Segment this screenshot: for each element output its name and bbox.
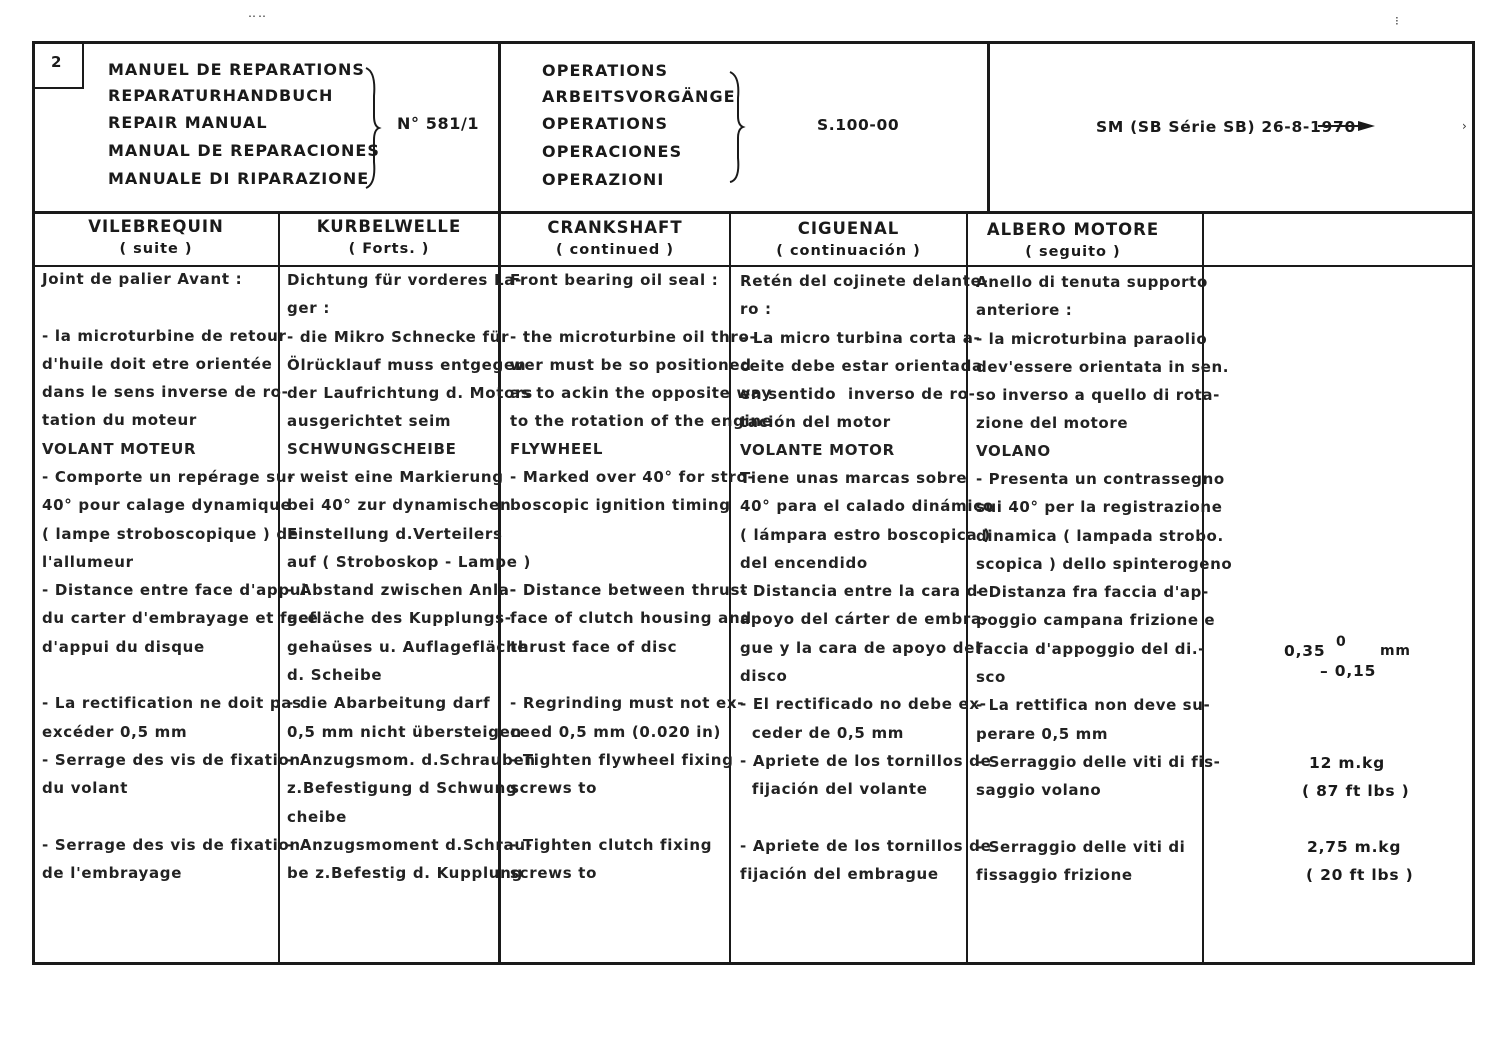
manual-brace-icon — [362, 66, 382, 190]
distance-nominal-value: 0,35 — [1284, 642, 1326, 660]
column-title-de: KURBELWELLE — [316, 217, 462, 236]
operation-title-it: OPERAZIONI — [542, 170, 665, 189]
column-subtitle-es: ( continuación ) — [776, 243, 921, 259]
scan-mark: ⁝ — [1395, 14, 1399, 28]
header-divider — [32, 211, 1475, 214]
clutch-torque-value: 2,75 m.kg — [1307, 838, 1402, 856]
manual-title-en: REPAIR MANUAL — [108, 113, 268, 132]
fr-flywheel-text: - Comporte un repérage sur 40° pour calage dynamique ( lampe stroboscopique ) de l'allumeur - Distance entre face d'appui du carter d'embrayage et face d'appui du disque - La rectification ne doit pas excéder 0,5 mm - Serrage des vis de fixation du volant - Serrage des vis de fixation de l'embrayage — [42, 468, 319, 883]
it-oil-seal-text: Anello di tenuta supporto anteriore : - la microturbina paraolio dev'essere orientata in sen. so inverso a quello di rota- zione del motore — [976, 273, 1230, 433]
manual-title-fr: MANUEL DE REPARATIONS — [108, 60, 365, 79]
operation-title-fr: OPERATIONS — [542, 61, 669, 80]
column-header-fr — [34, 217, 278, 257]
column-subtitle-fr: ( suite ) — [119, 241, 193, 257]
column-subtitle-it: ( seguito ) — [1025, 244, 1121, 260]
flywheel-torque-value: 12 m.kg — [1309, 754, 1386, 772]
es-flywheel-heading: VOLANTE MOTOR — [740, 441, 895, 459]
distance-unit: mm — [1380, 643, 1411, 659]
operation-title-es: OPERACIONES — [542, 142, 683, 161]
es-flywheel-text: Tiene unas marcas sobre 40° para el calado dinámico ( lámpara estro boscopica ) del encendido - Distancia entre la cara de apoyo del cárter de embra- gue y la cara de apoyo del disco - El rectificado no debe ex- ceder de 0,5 mm - Apriete de los tornillos de fijación del volante - Apriete de los tornillos de fijación del embrague — [740, 469, 994, 884]
operation-title-de: ARBEITSVORGÄNGE — [542, 87, 736, 106]
de-oil-seal-text: Dichtung für vorderes La- ger : - die Mikro Schnecke für Ölrücklauf muss entgegen der Laufrichtung d. Motors ausgerichtet seim — [287, 271, 533, 431]
scan-mark: ‥‥ — [248, 6, 269, 20]
en-oil-seal-text: Front bearing oil seal : - the microturbine oil thro- wer must be so positioned as to ackin the opposite way to the rotation of the engine — [510, 271, 773, 431]
flywheel-torque-imperial: ( 87 ft lbs ) — [1302, 782, 1410, 800]
model-range: SM (SB Série SB) 26-8-1970 — [1096, 118, 1357, 136]
column-subtitle-en: ( continued ) — [556, 242, 674, 258]
manual-title-it: MANUALE DI RIPARAZIONE — [108, 169, 370, 188]
en-flywheel-heading: FLYWHEEL — [510, 440, 604, 458]
operations-brace-icon — [726, 70, 746, 184]
clutch-torque-imperial: ( 20 ft lbs ) — [1306, 866, 1414, 884]
column-header-de — [280, 217, 498, 257]
arrow-right-icon — [1318, 118, 1376, 134]
manual-title-de: REPARATURHANDBUCH — [108, 86, 334, 105]
de-flywheel-text: - weist eine Markierung bei 40° zur dynamischen Einstellung d.Verteilers auf ( Stroboskop - Lampe ) - Abstand zwischen Anla- gefläche des Kupplungs- gehaüses u. Auflagefläche d. Scheibe - die Abarbeitung darf 0,5 mm nicht übersteigen - Anzugsmom. d.Schrauben z.Befestigung d Schwung cheibe - Anzugsmoment d.Schrau- be z.Befestig d. Kupplung — [287, 468, 536, 883]
scan-mark: › — [1462, 119, 1467, 133]
column-header-en — [501, 218, 729, 258]
column-title-fr: VILEBREQUIN — [88, 217, 224, 236]
de-flywheel-heading: SCHWUNGSCHEIBE — [287, 440, 457, 458]
column-header-it — [968, 220, 1178, 260]
fr-oil-seal-text: Joint de palier Avant : - la microturbine de retour d'huile doit etre orientée dans le sens inverse de ro- tation du moteur — [42, 270, 289, 430]
column-title-it: ALBERO MOTORE — [986, 220, 1160, 239]
it-flywheel-heading: VOLANO — [976, 442, 1051, 460]
operation-title-en: OPERATIONS — [542, 114, 669, 133]
en-flywheel-text: - Marked over 40° for stro- boscopic ignition timing - Distance between thrust face of clutch housing and thrust face of disc - Regrinding must not ex- ceed 0,5 mm (0.020 in) - Tighten flywheel fixing screws to - Tighten clutch fixing screws to — [510, 468, 755, 883]
page-number: 2 — [51, 53, 62, 71]
it-flywheel-text: - Presenta un contrassegno sui 40° per la registrazione dinamica ( lampada strobo. scopica ) dello spinterogeno - Distanza fra faccia d'ap- poggio campana frizione e faccia d'appoggio del di.- sco - La rettifica non deve su- perare 0,5 mm - Serraggio delle viti di fis- saggio volano - Serraggio delle viti di fissaggio frizione — [976, 470, 1233, 885]
header-vline-2 — [987, 41, 990, 214]
distance-lower-tolerance: – 0,15 — [1320, 662, 1377, 680]
es-oil-seal-text: Retén del cojinete delante- ro : - La micro turbina corta a- ceite debe estar orientada en sentido inverso de ro- tación del motor — [740, 272, 989, 432]
column-subtitle-de: ( Forts. ) — [348, 241, 430, 257]
fr-flywheel-heading: VOLANT MOTEUR — [42, 440, 197, 458]
column-title-es: CIGUENAL — [797, 219, 900, 238]
manual-title-es: MANUAL DE REPARACIONES — [108, 141, 380, 160]
column-title-en: CRANKSHAFT — [547, 218, 683, 237]
page-number-box — [32, 41, 84, 89]
manual-number: N° 581/1 — [397, 114, 480, 133]
column-header-es — [731, 219, 966, 259]
distance-upper-tolerance: 0 — [1336, 634, 1347, 650]
operation-code: S.100-00 — [817, 116, 900, 134]
